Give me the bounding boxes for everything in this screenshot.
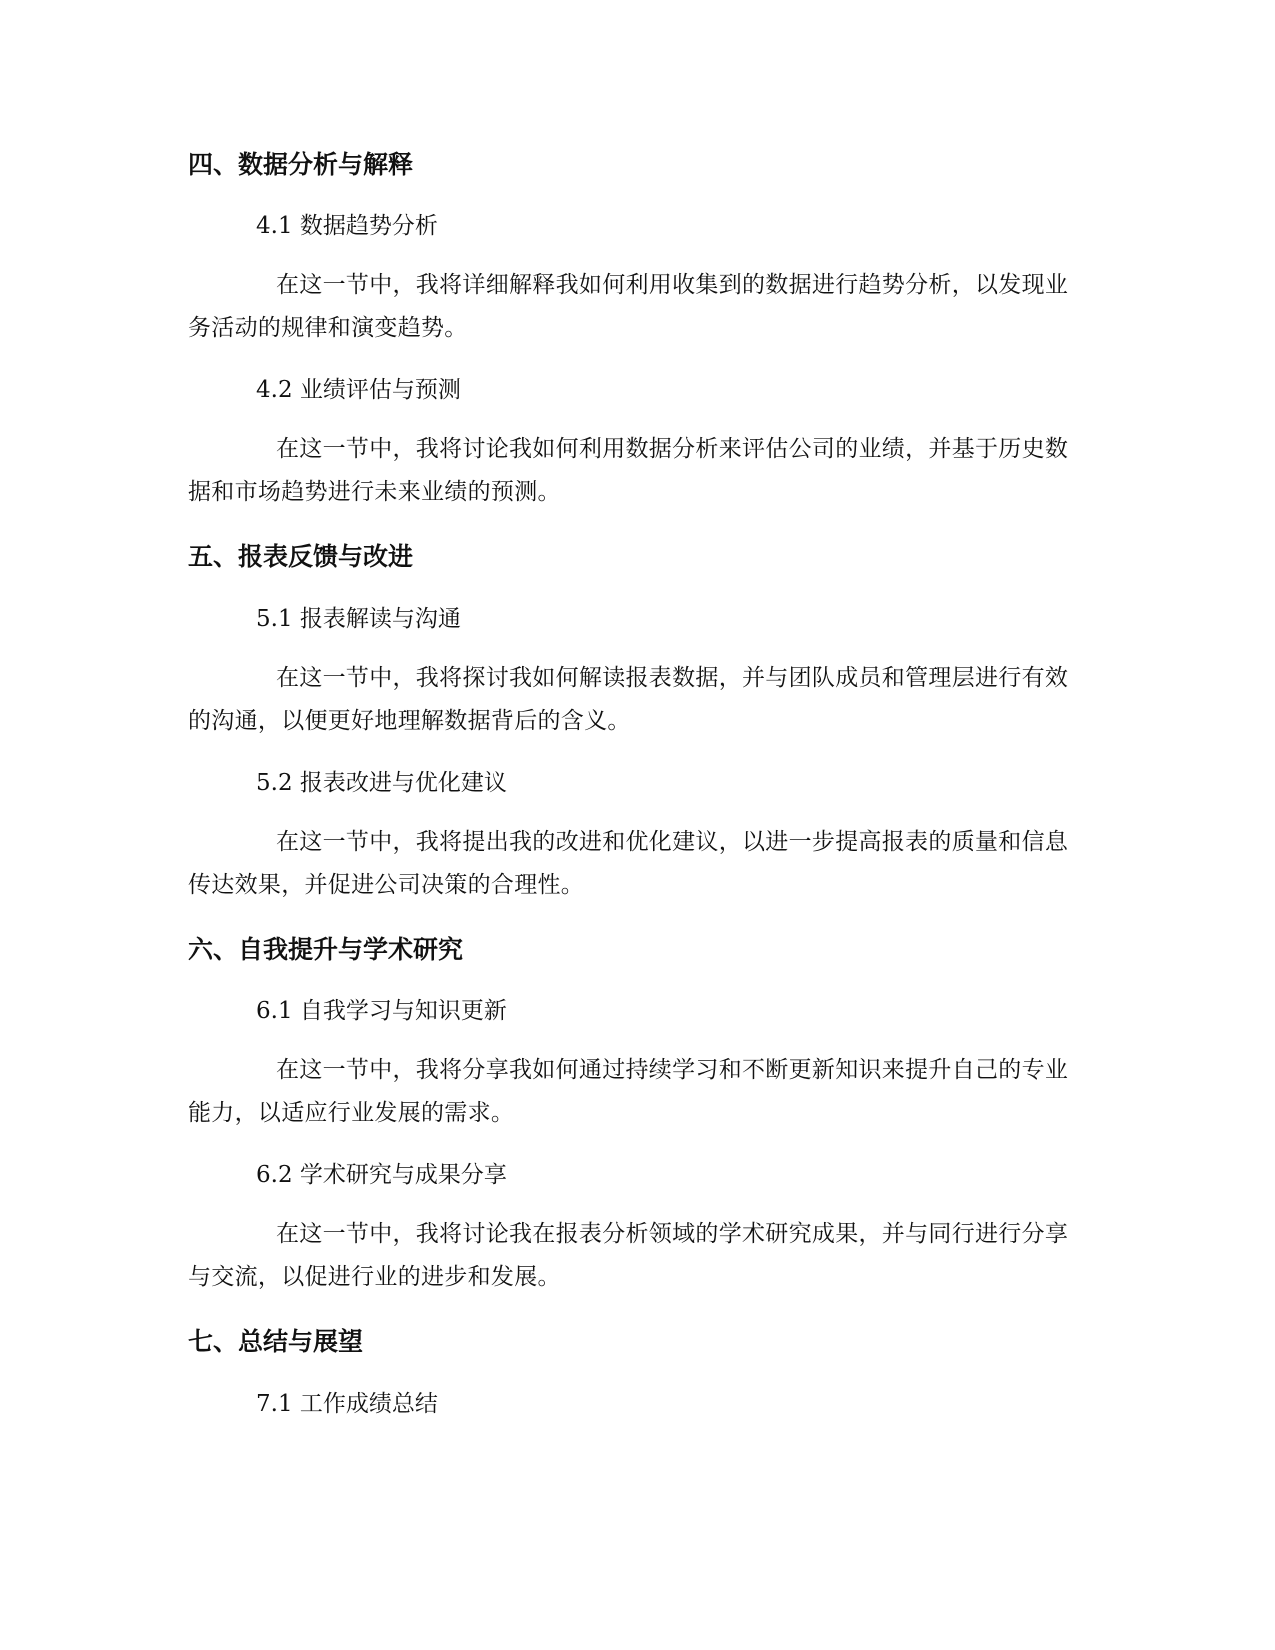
paragraph-5-1: 在这一节中，我将探讨我如何解读报表数据，并与团队成员和管理层进行有效的沟通，以便更好地理解数据背后的含义。 — [188, 665, 1069, 734]
paragraph-4-1: 在这一节中，我将详细解释我如何利用收集到的数据进行趋势分析，以发现业务活动的规律和演变趋势。 — [188, 272, 1069, 341]
section-heading-5: 五、报表反馈与改进 — [188, 542, 414, 571]
paragraph-4-2: 在这一节中，我将讨论我如何利用数据分析来评估公司的业绩，并基于历史数据和市场趋势进行未来业绩的预测。 — [188, 436, 1069, 505]
subsection-heading-4-1: 4.1 数据趋势分析 — [256, 213, 438, 239]
paragraph-6-1: 在这一节中，我将分享我如何通过持续学习和不断更新知识来提升自己的专业能力，以适应行业发展的需求。 — [188, 1057, 1069, 1126]
subsection-heading-4-2: 4.2 业绩评估与预测 — [256, 377, 461, 403]
paragraph-5-2: 在这一节中，我将提出我的改进和优化建议，以进一步提高报表的质量和信息传达效果，并促进公司决策的合理性。 — [188, 829, 1069, 898]
subsection-heading-6-2: 6.2 学术研究与成果分享 — [256, 1162, 507, 1188]
subsection-heading-7-1: 7.1 工作成绩总结 — [256, 1391, 438, 1417]
subsection-heading-6-1: 6.1 自我学习与知识更新 — [256, 998, 507, 1024]
section-heading-7: 七、总结与展望 — [188, 1327, 364, 1356]
paragraph-6-2: 在这一节中，我将讨论我在报表分析领域的学术研究成果，并与同行进行分享与交流，以促进行业的进步和发展。 — [188, 1221, 1069, 1290]
section-heading-6: 六、自我提升与学术研究 — [188, 935, 464, 964]
subsection-heading-5-2: 5.2 报表改进与优化建议 — [256, 770, 507, 796]
section-heading-4: 四、数据分析与解释 — [188, 150, 414, 179]
subsection-heading-5-1: 5.1 报表解读与沟通 — [256, 606, 461, 632]
